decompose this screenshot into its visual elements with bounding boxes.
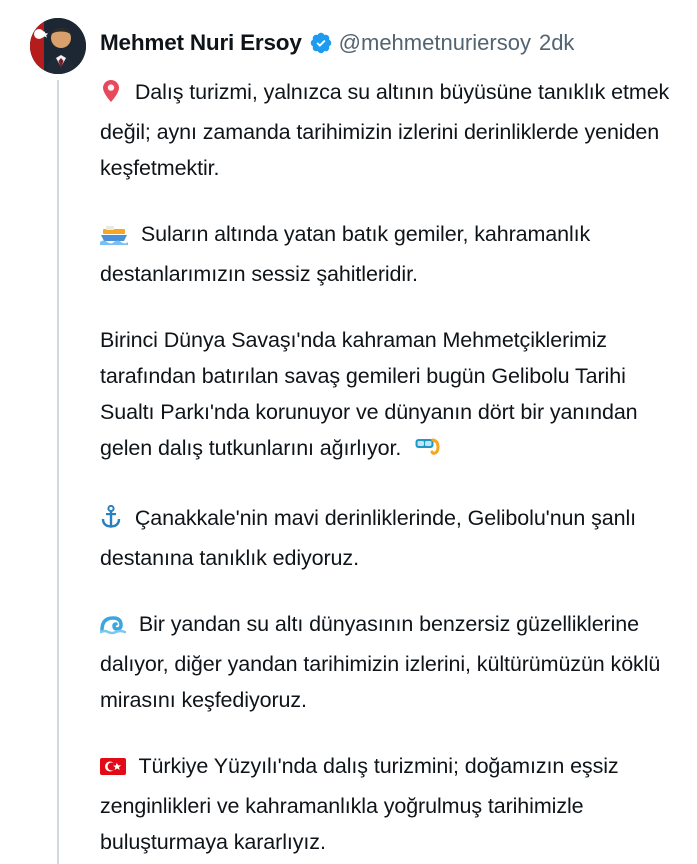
author-display-name[interactable]: Mehmet Nuri Ersoy: [100, 30, 302, 55]
paragraph-text: Dalış turizmi, yalnızca su altının büyüsüne tanıklık etmek değil; aynı zamanda tarihimizin izlerini derinliklerde yeniden keşfetmektir.: [100, 80, 670, 180]
turkey-flag-icon: [100, 752, 126, 788]
diving-mask-icon: [414, 434, 440, 470]
tweet-paragraph: [100, 322, 675, 470]
tweet-paragraph: [100, 216, 675, 292]
tweet-paragraph: [100, 74, 675, 186]
tweet-left-column: [22, 18, 94, 864]
tweet-right-column: [94, 18, 675, 864]
author-handle[interactable]: @mehmetnuriersoy: [338, 30, 531, 55]
round-pushpin-icon: [100, 78, 122, 114]
tweet-header: [100, 26, 675, 60]
paragraph-text: Bir yandan su altı dünyasının benzersiz güzelliklerine dalıyor, diğer yandan tarihimizin izlerini, kültürümüzün köklü mirasını keşfediyoruz.: [100, 612, 661, 712]
wave-icon: [100, 610, 126, 646]
paragraph-text: Suların altında yatan batık gemiler, kahramanlık destanlarımızın sessiz şahitleridir.: [100, 222, 591, 286]
paragraph-text: Birinci Dünya Savaşı'nda kahraman Mehmetçiklerimiz tarafından batırılan savaş gemileri bugün Gelibolu Tarihi Sualtı Parkı'nda korunuyor ve dünyanın dört bir yanından gelen dalış tutkunlarını ağırlıyor.: [100, 328, 638, 460]
ship-icon: [100, 220, 128, 256]
post-timestamp[interactable]: 2dk: [538, 30, 575, 55]
tweet-paragraph: [100, 500, 675, 576]
tweet-paragraph: [100, 748, 675, 860]
tweet-body: [100, 74, 675, 860]
paragraph-text: Türkiye Yüzyılı'nda dalış turizmini; doğamızın eşsiz zenginlikleri ve kahramanlıkla yoğrulmuş tarihimizle buluşturmaya kararlıyız.: [100, 754, 619, 854]
verified-badge-icon: [309, 31, 333, 55]
tweet-paragraph: [100, 606, 675, 718]
thread-line: [57, 80, 59, 864]
paragraph-text: Çanakkale'nin mavi derinliklerinde, Gelibolu'nun şanlı destanına tanıklık ediyoruz.: [100, 506, 637, 570]
avatar[interactable]: [30, 18, 86, 74]
anchor-icon: [100, 504, 122, 540]
